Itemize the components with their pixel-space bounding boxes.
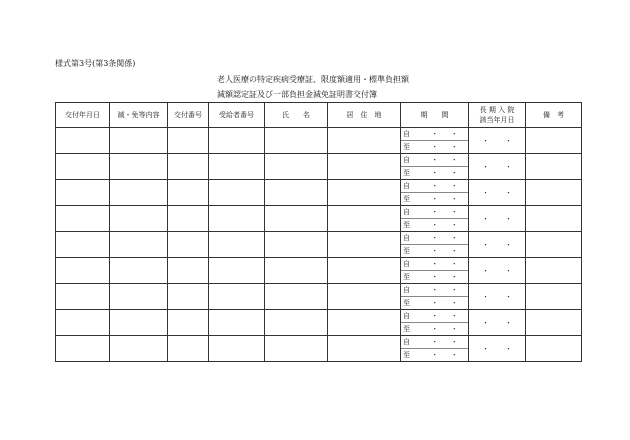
cell-remarks (526, 284, 582, 310)
date-dot: ・ (450, 338, 458, 346)
cell-address (328, 180, 401, 206)
date-dot: ・ (450, 169, 458, 177)
period-to-line (401, 192, 468, 205)
cell-period (401, 128, 469, 154)
period-label: 自 (403, 234, 410, 242)
title-line-1: 老人医療の特定疾病受療証、限度額適用・標準負担額 (217, 75, 409, 84)
date-dot: ・ (431, 260, 439, 268)
cell-recipient-number (209, 206, 265, 232)
period-from-line (401, 336, 468, 348)
cell-remarks (526, 180, 582, 206)
cell-remarks (526, 128, 582, 154)
date-dot: ・ (505, 318, 512, 327)
period-label: 自 (403, 182, 410, 190)
date-separators (413, 311, 468, 321)
date-dot: ・ (505, 162, 512, 171)
table-row (56, 258, 582, 284)
date-dot: ・ (431, 247, 439, 255)
date-dot: ・ (431, 195, 439, 203)
period-to-line (401, 218, 468, 231)
date-dot: ・ (505, 188, 512, 197)
date-dot: ・ (505, 136, 512, 145)
date-separators (469, 162, 525, 172)
cell-remarks (526, 206, 582, 232)
date-dot: ・ (482, 292, 489, 301)
cell-period (401, 206, 469, 232)
cell-long-term-date (469, 180, 526, 206)
cell-name (265, 232, 328, 258)
cell-recipient-number (209, 284, 265, 310)
date-dot: ・ (431, 286, 439, 294)
date-separators (413, 246, 468, 256)
date-separators (469, 344, 525, 354)
period-to-line (401, 166, 468, 179)
period-from-line (401, 258, 468, 270)
table-row (56, 284, 582, 310)
cell-name (265, 336, 328, 362)
cell-issue-date (56, 154, 110, 180)
date-separators (413, 129, 468, 139)
col-name: 氏 名 (265, 103, 328, 128)
cell-period (401, 180, 469, 206)
period-from-line (401, 232, 468, 244)
cell-recipient-number (209, 128, 265, 154)
period-to-line (401, 322, 468, 335)
date-dot: ・ (450, 299, 458, 307)
period-label: 至 (403, 195, 410, 203)
col-long-term-line-1: 長 期 入 院 (479, 106, 515, 114)
date-dot: ・ (482, 188, 489, 197)
header-row (56, 103, 582, 128)
cell-name (265, 310, 328, 336)
period-label: 自 (403, 338, 410, 346)
date-dot: ・ (450, 247, 458, 255)
cell-remarks (526, 258, 582, 284)
date-dot: ・ (482, 344, 489, 353)
cell-reduction-content (110, 180, 168, 206)
title-line-2: 減額認定証及び一部負担金減免証明書交付簿 (217, 90, 377, 99)
cell-name (265, 128, 328, 154)
cell-remarks (526, 310, 582, 336)
form-number: 様式第3号(第3条関係) (55, 59, 136, 68)
period-label: 至 (403, 143, 410, 151)
date-separators (413, 181, 468, 191)
date-separators (413, 272, 468, 282)
date-separators (413, 233, 468, 243)
cell-address (328, 284, 401, 310)
cell-address (328, 154, 401, 180)
date-dot: ・ (450, 195, 458, 203)
date-dot: ・ (450, 273, 458, 281)
cell-reduction-content (110, 128, 168, 154)
cell-name (265, 180, 328, 206)
date-dot: ・ (431, 234, 439, 242)
register-table (55, 102, 582, 362)
date-dot: ・ (431, 208, 439, 216)
cell-long-term-date (469, 154, 526, 180)
date-separators (469, 318, 525, 328)
cell-issue-date (56, 128, 110, 154)
period-to-line (401, 244, 468, 257)
col-long-term-line-2: 該当年月日 (479, 116, 515, 124)
cell-period (401, 232, 469, 258)
cell-address (328, 258, 401, 284)
cell-issue-number (168, 128, 209, 154)
cell-issue-date (56, 258, 110, 284)
cell-period (401, 154, 469, 180)
table-row (56, 154, 582, 180)
date-dot: ・ (505, 266, 512, 275)
cell-recipient-number (209, 232, 265, 258)
date-dot: ・ (450, 221, 458, 229)
date-dot: ・ (450, 325, 458, 333)
table-row (56, 232, 582, 258)
date-dot: ・ (431, 299, 439, 307)
table-row (56, 180, 582, 206)
period-label: 自 (403, 130, 410, 138)
cell-long-term-date (469, 258, 526, 284)
cell-period (401, 336, 469, 362)
cell-issue-number (168, 258, 209, 284)
date-dot: ・ (482, 214, 489, 223)
period-label: 至 (403, 351, 410, 359)
document-title (217, 72, 409, 102)
col-period: 期 間 (401, 103, 469, 128)
date-separators (413, 168, 468, 178)
date-separators (469, 188, 525, 198)
date-dot: ・ (482, 318, 489, 327)
cell-remarks (526, 336, 582, 362)
cell-recipient-number (209, 258, 265, 284)
cell-issue-date (56, 206, 110, 232)
cell-name (265, 154, 328, 180)
register-rows (56, 128, 582, 362)
date-dot: ・ (431, 273, 439, 281)
period-label: 至 (403, 273, 410, 281)
date-separators (469, 214, 525, 224)
cell-long-term-date (469, 336, 526, 362)
date-dot: ・ (431, 130, 439, 138)
date-dot: ・ (431, 143, 439, 151)
cell-name (265, 284, 328, 310)
date-separators (469, 266, 525, 276)
period-to-line (401, 270, 468, 283)
date-dot: ・ (450, 260, 458, 268)
date-dot: ・ (482, 136, 489, 145)
col-recipient-number: 受給者番号 (209, 103, 265, 128)
cell-long-term-date (469, 232, 526, 258)
date-dot: ・ (431, 221, 439, 229)
date-dot: ・ (450, 286, 458, 294)
cell-name (265, 258, 328, 284)
col-long-term-hospitalization (469, 103, 526, 128)
period-label: 至 (403, 299, 410, 307)
cell-issue-number (168, 310, 209, 336)
cell-reduction-content (110, 206, 168, 232)
date-separators (469, 292, 525, 302)
date-dot: ・ (450, 351, 458, 359)
period-label: 至 (403, 169, 410, 177)
date-dot: ・ (431, 169, 439, 177)
cell-issue-date (56, 310, 110, 336)
cell-issue-number (168, 206, 209, 232)
cell-reduction-content (110, 336, 168, 362)
cell-reduction-content (110, 284, 168, 310)
cell-remarks (526, 232, 582, 258)
cell-issue-date (56, 336, 110, 362)
cell-issue-number (168, 336, 209, 362)
date-separators (413, 220, 468, 230)
cell-long-term-date (469, 128, 526, 154)
cell-period (401, 284, 469, 310)
date-dot: ・ (431, 351, 439, 359)
cell-period (401, 310, 469, 336)
cell-reduction-content (110, 232, 168, 258)
date-dot: ・ (482, 162, 489, 171)
period-from-line (401, 284, 468, 296)
cell-address (328, 336, 401, 362)
date-dot: ・ (505, 214, 512, 223)
date-dot: ・ (431, 325, 439, 333)
period-from-line (401, 310, 468, 322)
date-separators (413, 350, 468, 360)
cell-issue-date (56, 232, 110, 258)
date-dot: ・ (450, 208, 458, 216)
date-dot: ・ (505, 240, 512, 249)
period-label: 至 (403, 247, 410, 255)
period-from-line (401, 180, 468, 192)
date-separators (413, 324, 468, 334)
period-to-line (401, 296, 468, 309)
table-row (56, 128, 582, 154)
cell-issue-number (168, 284, 209, 310)
date-dot: ・ (431, 156, 439, 164)
cell-long-term-date (469, 284, 526, 310)
date-separators (413, 298, 468, 308)
cell-long-term-date (469, 206, 526, 232)
period-label: 自 (403, 260, 410, 268)
date-dot: ・ (431, 338, 439, 346)
date-dot: ・ (505, 292, 512, 301)
cell-address (328, 206, 401, 232)
cell-reduction-content (110, 258, 168, 284)
date-dot: ・ (482, 240, 489, 249)
date-dot: ・ (450, 182, 458, 190)
date-dot: ・ (450, 130, 458, 138)
date-dot: ・ (431, 182, 439, 190)
date-separators (413, 155, 468, 165)
date-separators (469, 240, 525, 250)
cell-issue-number (168, 154, 209, 180)
date-separators (413, 337, 468, 347)
period-label: 自 (403, 286, 410, 294)
cell-remarks (526, 154, 582, 180)
period-label: 自 (403, 156, 410, 164)
date-dot: ・ (450, 143, 458, 151)
date-dot: ・ (505, 344, 512, 353)
period-to-line (401, 348, 468, 361)
date-separators (413, 259, 468, 269)
cell-issue-number (168, 180, 209, 206)
date-separators (413, 207, 468, 217)
period-from-line (401, 206, 468, 218)
date-dot: ・ (431, 312, 439, 320)
date-separators (469, 136, 525, 146)
period-label: 自 (403, 312, 410, 320)
cell-recipient-number (209, 336, 265, 362)
date-separators (413, 142, 468, 152)
date-dot: ・ (450, 156, 458, 164)
cell-issue-date (56, 284, 110, 310)
period-to-line (401, 140, 468, 153)
cell-name (265, 206, 328, 232)
period-label: 至 (403, 325, 410, 333)
date-dot: ・ (450, 234, 458, 242)
cell-long-term-date (469, 310, 526, 336)
cell-issue-date (56, 180, 110, 206)
date-separators (413, 285, 468, 295)
cell-reduction-content (110, 310, 168, 336)
cell-address (328, 232, 401, 258)
col-issue-number: 交付番号 (168, 103, 209, 128)
period-label: 至 (403, 221, 410, 229)
col-issue-date: 交付年月日 (56, 103, 110, 128)
cell-reduction-content (110, 154, 168, 180)
cell-period (401, 258, 469, 284)
period-from-line (401, 154, 468, 166)
cell-recipient-number (209, 180, 265, 206)
date-dot: ・ (482, 266, 489, 275)
col-remarks: 備 考 (526, 103, 582, 128)
period-from-line (401, 128, 468, 140)
cell-address (328, 128, 401, 154)
col-address: 居 住 地 (328, 103, 401, 128)
cell-recipient-number (209, 154, 265, 180)
period-label: 自 (403, 208, 410, 216)
cell-issue-number (168, 232, 209, 258)
col-reduction-content: 減・免等内容 (110, 103, 168, 128)
table-row (56, 310, 582, 336)
date-dot: ・ (450, 312, 458, 320)
cell-recipient-number (209, 310, 265, 336)
table-row (56, 336, 582, 362)
date-separators (413, 194, 468, 204)
table-row (56, 206, 582, 232)
cell-address (328, 310, 401, 336)
